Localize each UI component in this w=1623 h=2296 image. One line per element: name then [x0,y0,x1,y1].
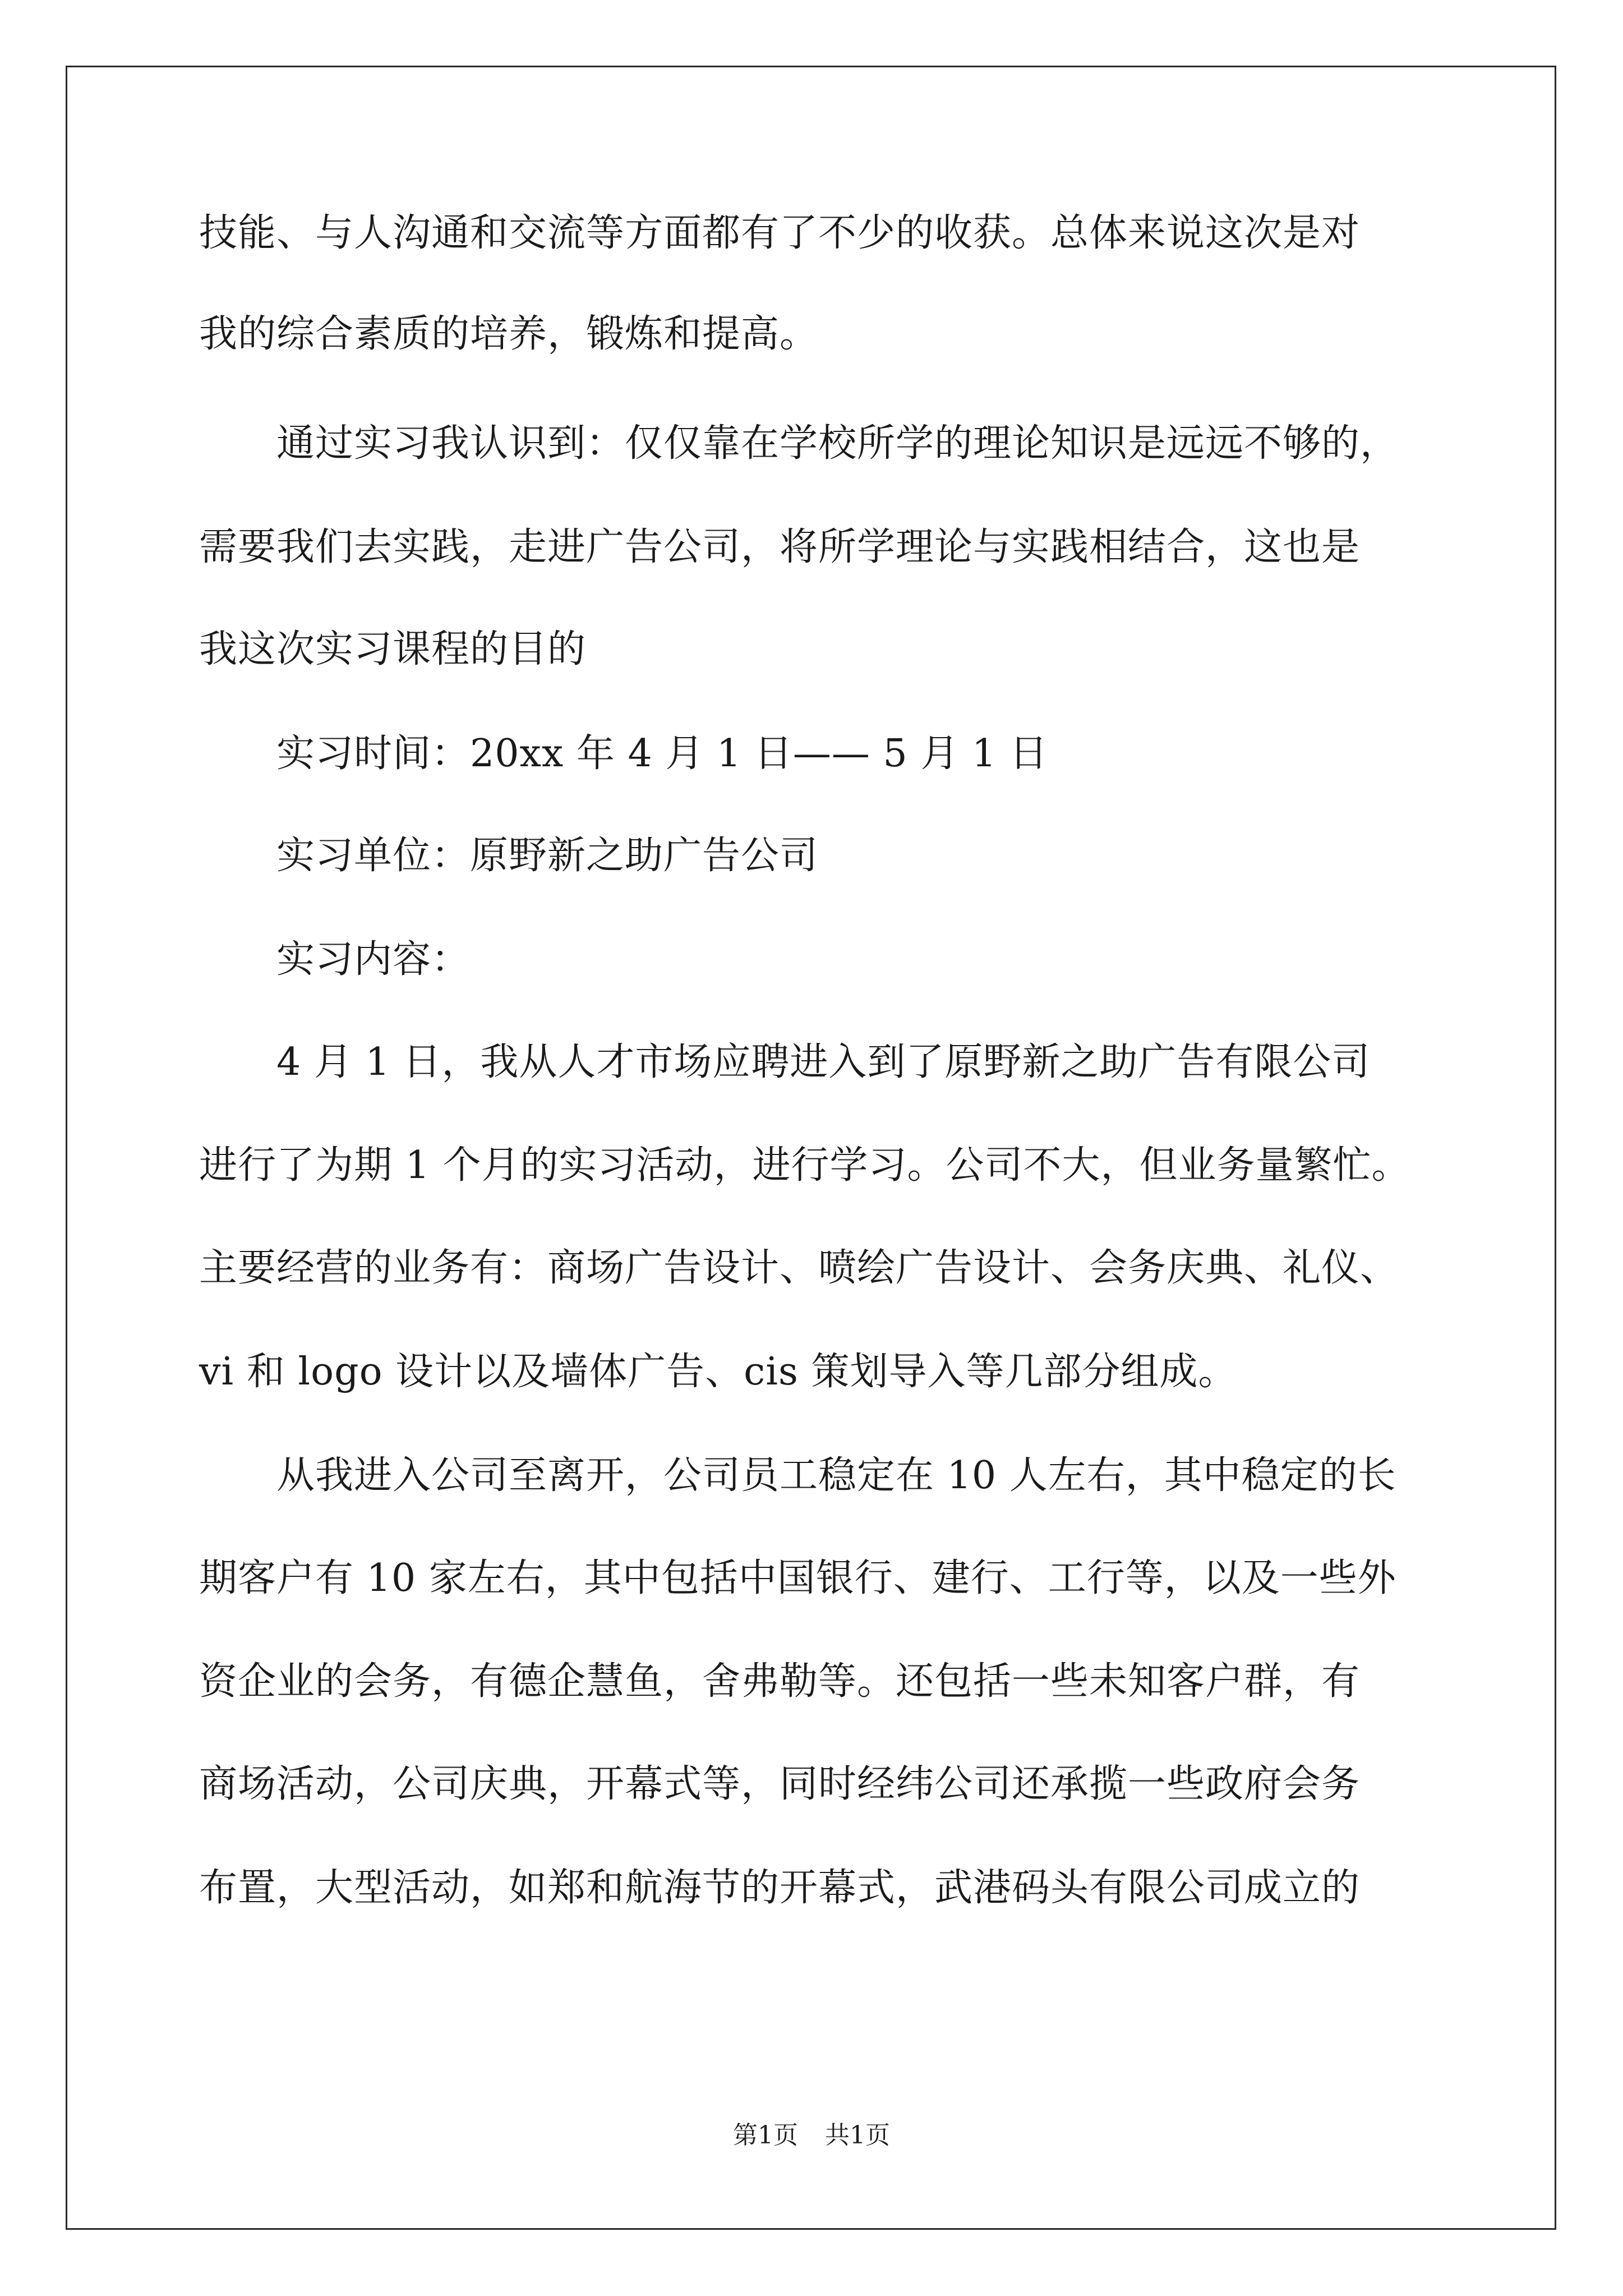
text-line: vi 和 logo 设计以及墙体广告、cis 策划导入等几部分组成。 [199,1350,1237,1394]
page-number-total: 共1页 [825,2121,890,2150]
text-line: 通过实习我认识到：仅仅靠在学校所学的理论知识是远远不够的， [199,421,1399,466]
text-line: 实习单位：原野新之助广告公司 [199,834,819,878]
text-line: 进行了为期 1 个月的实习活动，进行学习。公司不大，但业务量繁忙。 [199,1143,1410,1188]
page-number-current: 第1页 [733,2121,798,2150]
text-line: 技能、与人沟通和交流等方面都有了不少的收获。总体来说这次是对 [199,211,1361,255]
text-line: 从我进入公司至离开，公司员工稳定在 10 人左右，其中稳定的长 [199,1453,1396,1498]
text-line: 实习时间：20xx 年 4 月 1 日—— 5 月 1 日 [199,731,1048,776]
text-line: 实习内容： [199,937,471,982]
text-line: 布置，大型活动，如郑和航海节的开幕式，武港码头有限公司成立的 [199,1866,1361,1910]
text-line: 商场活动，公司庆典，开幕式等，同时经纬公司还承揽一些政府会务 [199,1762,1361,1806]
text-line: 需要我们去实践，走进广告公司，将所学理论与实践相结合，这也是 [199,525,1361,569]
text-line: 我这次实习课程的目的 [199,627,587,671]
text-line: 主要经营的业务有：商场广告设计、喷绘广告设计、会务庆典、礼仪、 [199,1246,1399,1290]
text-line: 资企业的会务，有德企慧鱼，舍弗勒等。还包括一些未知客户群，有 [199,1659,1361,1704]
text-line: 4 月 1 日，我从人才市场应聘进入到了原野新之助广告有限公司 [199,1040,1371,1084]
text-line: 我的综合素质的培养，锻炼和提高。 [199,312,819,356]
page-footer [0,2122,1623,2150]
text-line: 期客户有 10 家左右，其中包括中国银行、建行、工行等，以及一些外 [199,1556,1396,1600]
